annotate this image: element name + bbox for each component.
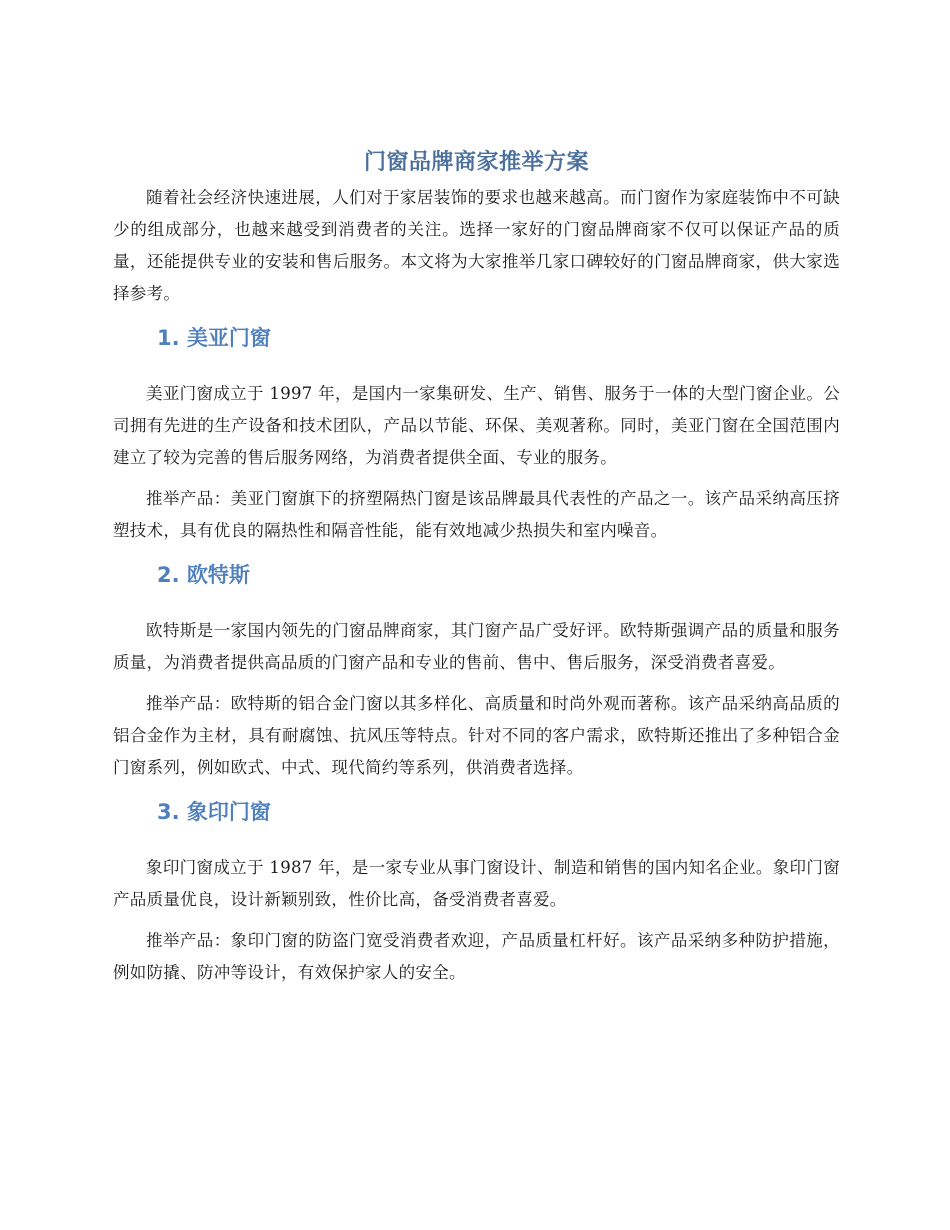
section-heading: 1. 美亚门窗 (157, 326, 271, 350)
section-paragraph: 欧特斯是一家国内领先的门窗品牌商家，其门窗产品广受好评。欧特斯强调产品的质量和服务质量，为消费者提供高品质的门窗产品和专业的售前、售中、售后服务，深受消费者喜爱。 (113, 621, 840, 672)
recommended-product-paragraph: 推举产品：象印门窗的防盗门宽受消费者欢迎，产品质量杠杆好。该产品采纳多种防护措施，例如防撬、防冲等设计，有效保护家人的安全。 (113, 931, 840, 982)
intro-paragraph: 随着社会经济快速进展，人们对于家居装饰的要求也越来越高。而门窗作为家庭装饰中不可缺少的组成部分，也越来越受到消费者的关注。选择一家好的门窗品牌商家不仅可以保证产品的质量，还能提供专业的安装和售后服务。本文将为大家推举几家口碑较好的门窗品牌商家，供大家选择参考。 (113, 188, 840, 303)
section-paragraph: 美亚门窗成立于 1997 年，是国内一家集研发、生产、销售、服务于一体的大型门窗企业。公司拥有先进的生产设备和技术团队，产品以节能、环保、美观著称。同时，美亚门窗在全国范围内建立了较为完善的售后服务网络，为消费者提供全面、专业的服务。 (113, 384, 840, 467)
section-heading: 3. 象印门窗 (157, 800, 271, 824)
document-title: 门窗品牌商家推举方案 (363, 150, 589, 175)
recommended-product-paragraph: 推举产品：欧特斯的铝合金门窗以其多样化、高质量和时尚外观而著称。该产品采纳高品质的铝合金作为主材，具有耐腐蚀、抗风压等特点。针对不同的客户需求，欧特斯还推出了多种铝合金门窗系列，例如欧式、中式、现代简约等系列，供消费者选择。 (113, 694, 840, 777)
section-meiya (113, 320, 840, 547)
document-body (113, 146, 840, 989)
section-outesi (113, 557, 840, 784)
recommended-product-paragraph: 推举产品：美亚门窗旗下的挤塑隔热门窗是该品牌最具代表性的产品之一。该产品采纳高压挤塑技术，具有优良的隔热性和隔音性能，能有效地减少热损失和室内噪音。 (113, 489, 840, 540)
section-heading: 2. 欧特斯 (157, 563, 250, 587)
section-paragraph: 象印门窗成立于 1987 年，是一家专业从事门窗设计、制造和销售的国内知名企业。象印门窗产品质量优良，设计新颖别致，性价比高，备受消费者喜爱。 (113, 858, 840, 909)
section-xiangyin (113, 794, 840, 989)
